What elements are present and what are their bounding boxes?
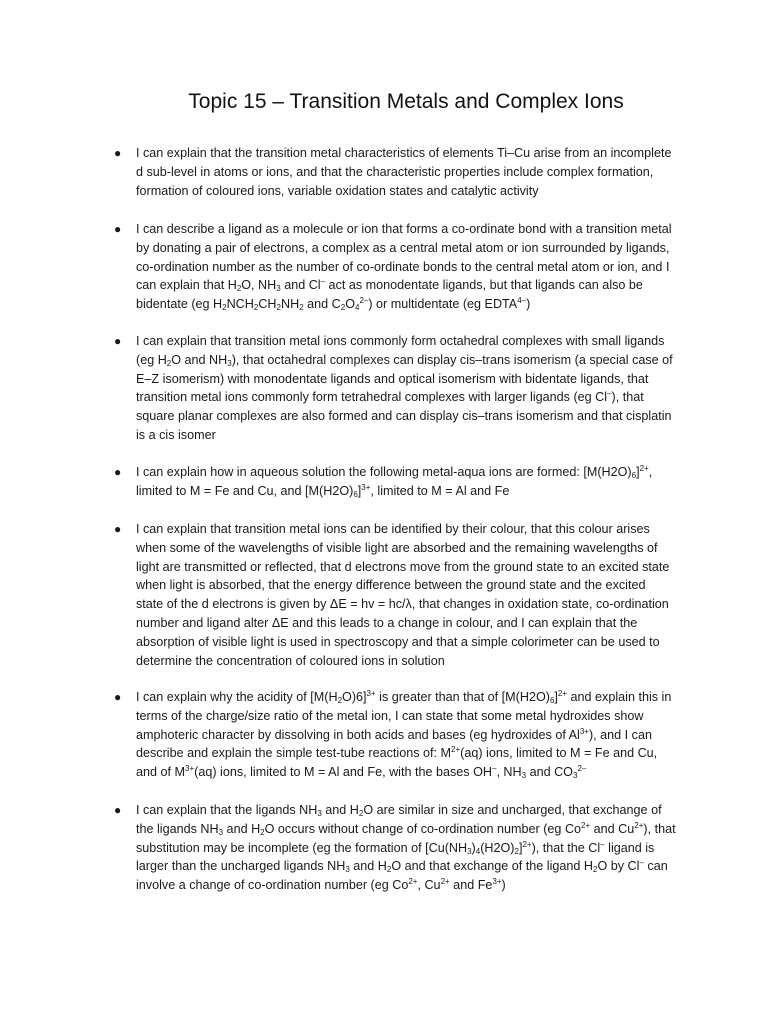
bullet-icon: ●	[114, 522, 122, 536]
bullet-icon: ●	[114, 222, 122, 236]
list-item-text: I can explain that the transition metal characteristics of elements Ti–Cu arise from an incomplete d sub-level in atoms or ions, and that the characteristic properties include complex formation, formation of coloured ions, variable oxidation states and catalytic activity	[136, 146, 672, 198]
bullet-icon: ●	[114, 334, 122, 348]
list-item-text: I can explain why the acidity of $[M(H_2O)6]^{3+}$ is greater than that of $[M(H2O)_6]^{2+}$ and explain this in terms of the charge/size ratio of the metal ion, I can state that some metal hydroxides show amphoteric character by dissolving in both acids and bases (eg hydroxides of $Al^{3+}$), and I can describe and explain the simple test-tube reactions of: $M^{2+}(aq)$ ions, limited to M = Fe and Cu, and of $M^{3+}(aq)$ ions, limited to M = Al and Fe, with the bases OH–, $NH_3$ and $CO_3^{2-}$	[136, 689, 672, 781]
list-item	[114, 463, 676, 501]
bullet-icon: ●	[114, 146, 122, 160]
list-item	[114, 520, 676, 670]
bullet-icon: ●	[114, 465, 122, 479]
list-item	[114, 801, 676, 895]
bullet-icon: ●	[114, 690, 122, 704]
page-title: Topic 15 – Transition Metals and Complex Ions	[188, 90, 624, 113]
list-item	[114, 144, 676, 200]
list-item-text: I can explain how in aqueous solution the following metal-aqua ions are formed: $[M(H2O)_6]^{2+}$, limited to M = Fe and Cu, and $[M(H2O)_6]^{3+}$, limited to M = Al and Fe	[136, 464, 653, 499]
list-item-text: I can explain that transition metal ions commonly form octahedral complexes with small ligands (eg $H_2O$ and $NH_3$), that octahedral complexes can display cis–trans isomerism (a special case of E–Z isomerism) with monodentate ligands and optical isomerism with bidentate ligands, that transition metal ions commonly form tetrahedral complexes with larger ligands (eg Cl–), that square planar complexes are also formed and can display cis–trans isomerism and that cisplatin is a cis isomer	[136, 334, 673, 442]
list-item-text: I can describe a ligand as a molecule or ion that forms a co-ordinate bond with a transition metal by donating a pair of electrons, a complex as a central metal atom or ion surrounded by ligands, co-ordination number as the number of co-ordinate bonds to the central metal atom or ion, and I can explain that $H_2O$, $NH_3$ and Cl– act as monodentate ligands, but that ligands can also be bidentate (eg $H_2NCH_2CH_2NH_2$ and $C_2O_4^{2-}$) or multidentate (eg $EDTA^{4-}$)	[136, 222, 672, 313]
list-item-text: I can explain that transition metal ions can be identified by their colour, that this colour arises when some of the wavelengths of visible light are absorbed and the remaining wavelengths of light are transmitted or reflected, that d electrons move from the ground state to an excited state when light is absorbed, that the energy difference between the ground state and the excited state of the d electrons is given by ΔE = hv = hc/λ, that changes in oxidation state, co-ordination number and ligand alter ΔE and this leads to a change in colour, and I can explain that the absorption of visible light is used in spectroscopy and that a simple colorimeter can be used to determine the concentration of coloured ions in solution	[136, 522, 670, 668]
list-item	[114, 688, 676, 782]
bullet-icon: ●	[114, 803, 122, 817]
list-item	[114, 332, 676, 445]
list-item	[114, 220, 676, 314]
list-item-text: I can explain that the ligands $NH_3$ and $H_2O$ are similar in size and uncharged, that exchange of the ligands $NH_3$ and $H_2O$ occurs without change of co-ordination number (eg $Co^{2+}$ and $Cu^{2+}$), that substitution may be incomplete (eg the formation of $[Cu(NH_3)_4(H2O)_2]^{2+}$), that the Cl– ligand is larger than the uncharged ligands $NH_3$ and $H_2O$ and that exchange of the ligand $H_2O$ by Cl– can involve a change of co-ordination number (eg $Co^{2+}$, $Cu^{2+}$ and $Fe^{3+}$)	[136, 803, 676, 893]
